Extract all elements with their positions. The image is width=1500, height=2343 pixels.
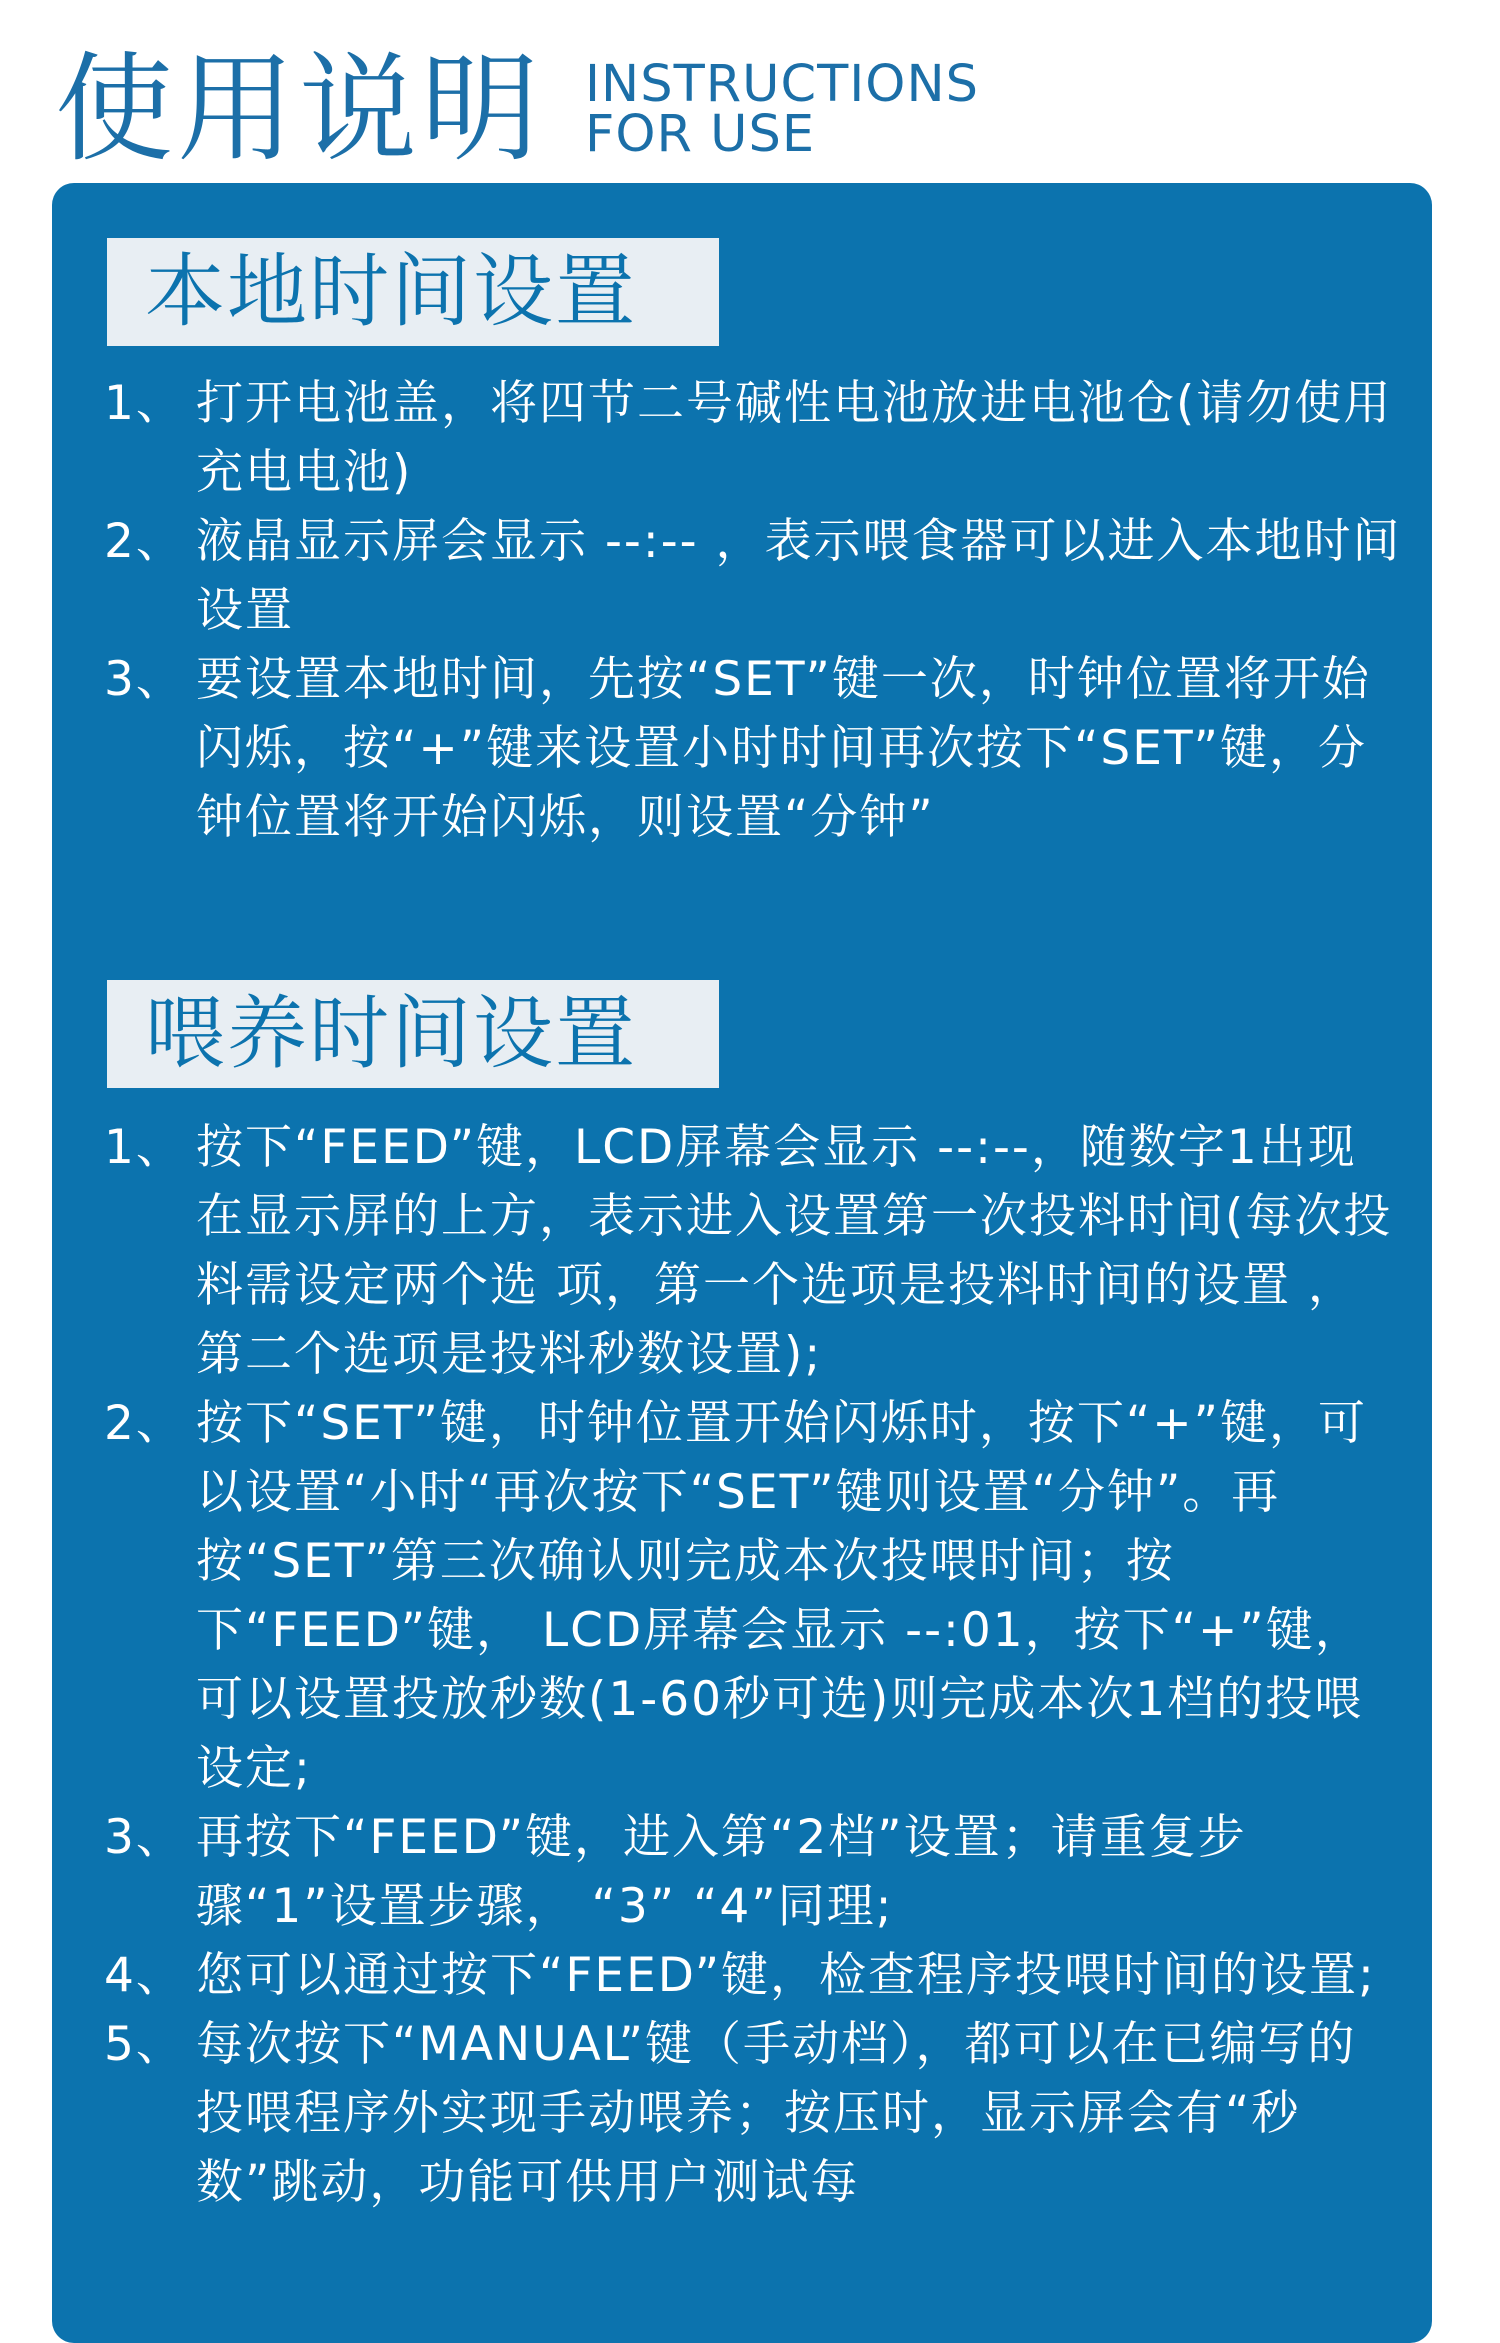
subtitle-line-2: FOR USE <box>585 105 816 164</box>
step-text: 打开电池盖，将四节二号碱性电池放进电池仓(请勿使用充电电池) <box>196 376 1393 500</box>
step-text: 再按下“FEED”键，进入第“2档”设置；请重复步骤“1”设置步骤， “3” “4”同理; <box>196 1810 1247 1934</box>
step-number: 1、 <box>104 1120 185 1175</box>
step-number: 2、 <box>104 514 185 569</box>
list-item <box>104 1113 1404 1389</box>
step-text: 要设置本地时间，先按“SET”键一次，时钟位置将开始闪烁，按“+”键来设置小时时间再次按下“SET”键，分钟位置将开始闪烁，则设置“分钟” <box>196 652 1371 845</box>
step-text: 按下“SET”键，时钟位置开始闪烁时，按下“+”键，可以设置“小时“再次按下“SET”键则设置“分钟”。再按“SET”第三次确认则完成本次投喂时间；按下“FEED”键， LCD屏幕会显示 --:01，按下“+”键，可以设置投放秒数(1-60秒可选)则完成本次1档的投喂设定; <box>196 1396 1367 1796</box>
list-item <box>104 507 1404 645</box>
step-number: 3、 <box>104 652 185 707</box>
step-text: 您可以通过按下“FEED”键，检查程序投喂时间的设置; <box>196 1948 1376 2003</box>
list-item <box>104 1389 1404 1803</box>
section-title-local-time: 本地时间设置 <box>107 238 719 346</box>
section-title-feeding-time: 喂养时间设置 <box>107 980 719 1088</box>
list-item <box>104 1941 1404 2010</box>
step-number: 3、 <box>104 1810 185 1865</box>
subtitle-line-1: INSTRUCTIONS <box>585 55 979 114</box>
step-number: 4、 <box>104 1948 185 2003</box>
page-title: 使用说明 <box>55 40 544 178</box>
list-item <box>104 369 1404 507</box>
list-item <box>104 645 1404 852</box>
feeding-time-steps <box>104 1113 1404 2217</box>
step-text: 按下“FEED”键，LCD屏幕会显示 --:--，随数字1出现在显示屏的上方，表示进入设置第一次投料时间(每次投料需设定两个选 项，第一个选项是投料时间的设置 ，第二个选项是投料秒数设置); <box>196 1120 1393 1382</box>
step-number: 5、 <box>104 2017 185 2072</box>
local-time-steps <box>104 369 1404 852</box>
step-text: 液晶显示屏会显示 --:-- ，表示喂食器可以进入本地时间设置 <box>196 514 1402 638</box>
instructions-panel <box>52 183 1432 2343</box>
page-header <box>55 38 979 178</box>
step-number: 2、 <box>104 1396 185 1451</box>
page-subtitle <box>585 55 979 164</box>
step-number: 1、 <box>104 376 185 431</box>
list-item <box>104 1803 1404 1941</box>
step-text: 每次按下“MANUAL”键（手动档），都可以在已编写的投喂程序外实现手动喂养；按压时，显示屏会有“秒数”跳动，功能可供用户测试每 <box>196 2017 1357 2210</box>
list-item <box>104 2010 1404 2217</box>
